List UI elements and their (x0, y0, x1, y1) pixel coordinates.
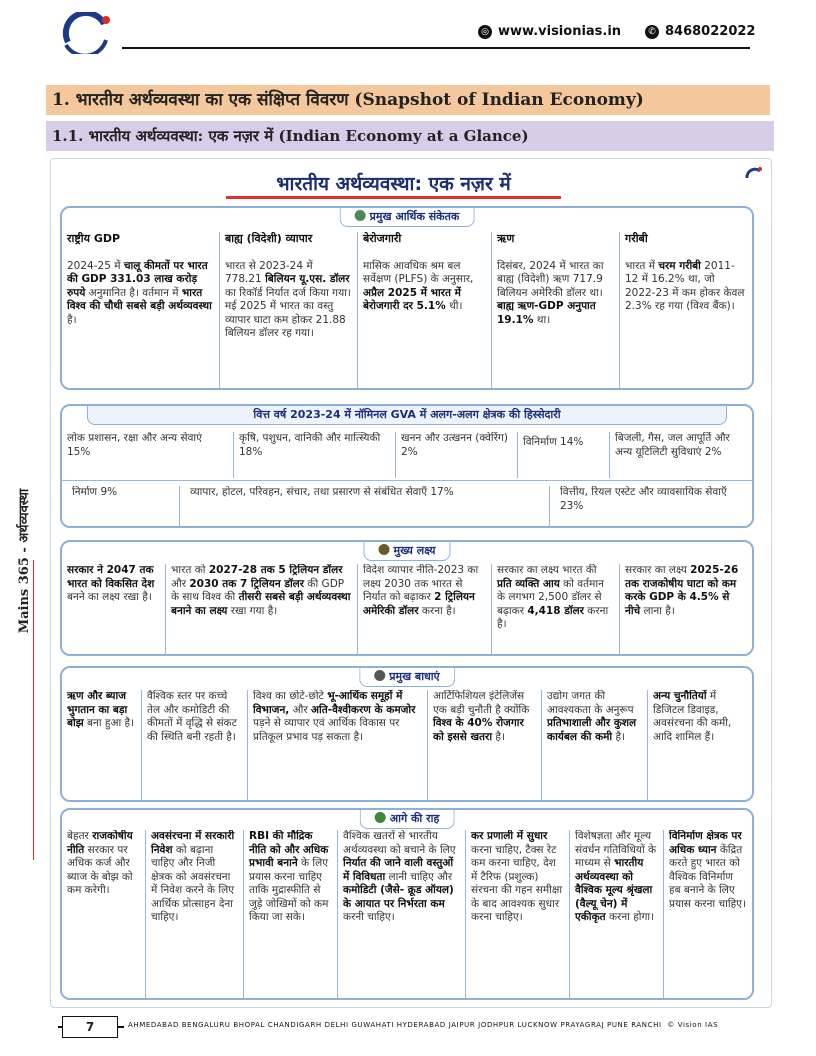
way-tax-reform: कर प्रणाली में सुधार करना चाहिए, टैक्स रेट कम करना चाहिए, देश में टैरिफ (प्रशुल्क) संरचना की गहन समीक्षा के बाद आवश्यक सुधार करना चाहिए। (466, 830, 570, 998)
way-forward-title: आगे की राह (360, 809, 455, 829)
path-icon (375, 812, 386, 823)
indicator-trade: बाह्य (विदेशी) व्यापार भारत से 2023-24 में 778.21 बिलियन यू.एस. डॉलर का रिकॉर्ड निर्यात दर्ज किया गया। मई 2025 में भारत का वस्तु व्यापार घाटा कम होकर 21.88 बिलियन डॉलर रह गया। (220, 232, 358, 388)
obstacles-section (60, 666, 754, 802)
obstacle-fragmentation: विश्व का छोटे-छोटे भू-आर्थिक समूहों में विभाजन, और अति-वैश्वीकरण के कमजोर पड़ने से व्यापार एवं आर्थिक विकास पर प्रतिकूल प्रभाव पड़ सकता है। (248, 690, 428, 800)
way-export-diversification: वैश्विक खतरों से भारतीय अर्थव्यवस्था को बचाने के लिए निर्यात की जाने वाली वस्तुओं में विविधता लानी चाहिए और कमोडिटी (जैसे- क्रूड ऑयल) के आयात पर निर्भरता कम करनी चाहिए। (338, 830, 466, 998)
gva-trade-services: व्यापार, होटल, परिवहन, संचार, तथा प्रसारण से संबंधित सेवाएँ 17% (180, 486, 550, 526)
way-monetary-policy: RBI की मौद्रिक नीति को और अधिक प्रभावी बनाने के लिए प्रयास करना चाहिए ताकि मुद्रास्फीति से जुड़े जोखिमों को कम किया जा सके। (244, 830, 338, 998)
goal-developed-nation: सरकार ने 2047 तक भारत को विकसित देश बनने का लक्ष्य रखा है। (62, 564, 166, 654)
obstacle-debt-burden: ऋण और ब्याज भुगतान का बड़ा बोझ बना हुआ है। (62, 690, 142, 800)
mini-logo-icon (744, 166, 764, 182)
barrier-icon (374, 670, 385, 681)
infographic-title: भारतीय अर्थव्यवस्था: एक नज़र में (276, 173, 511, 195)
gva-row-divider (62, 480, 752, 481)
target-icon (379, 544, 390, 555)
gva-agriculture: कृषि, पशुधन, वानिकी और मात्स्यिकी 18% (234, 432, 396, 478)
way-manufacturing-hub: विनिर्माण क्षेत्रक पर अधिक ध्यान केंद्रित करते हुए भारत को वैश्विक विनिर्माण हब बनाने के लिए प्रयास करना चाहिए। (669, 830, 746, 910)
gva-section (60, 404, 754, 528)
website-text[interactable]: www.visionias.in (498, 24, 622, 39)
obstacle-skilled-workforce: उद्योग जगत की आवश्यकता के अनुरूप प्रतिभाशाली और कुशल कार्यबल की कमी है। (542, 690, 648, 800)
way-value-chain: विशेषज्ञता और मूल्य संवर्धन गतिविधियों के माध्यम से भारतीय अर्थव्यवस्था को वैश्विक मूल्य श्रृंखला (वैल्यू चेन) में एकीकृत करना होगा। (570, 830, 664, 998)
goal-fiscal-deficit: सरकार का लक्ष्य 2025-26 तक राजकोषीय घाटा को कम करके GDP के 4.5% से नीचे लाना है। (625, 564, 739, 617)
indicators-section (60, 206, 754, 390)
section-heading: 1. भारतीय अर्थव्यवस्था का एक संक्षिप्त विवरण (Snapshot of Indian Economy) (46, 85, 770, 115)
indicator-debt: ऋण दिसंबर, 2024 में भारत का बाह्य (विदेशी) ऋण 717.9 बिलियन अमेरिकी डॉलर था। बाह्य ऋण-GDP अनुपात 19.1% था। (492, 232, 620, 388)
globe-icon: ◎ (478, 25, 492, 39)
gva-utilities: बिजली, गैस, जल आपूर्ति और अन्य यूटिलिटी सुविधाएं 2% (615, 432, 730, 458)
phone-text: 8468022022 (665, 24, 756, 39)
vision-ias-logo (58, 12, 116, 54)
phone-contact (645, 24, 755, 39)
gva-public-admin: लोक प्रशासन, रक्षा और अन्य सेवाएं 15% (62, 432, 234, 478)
page-number: 7 (62, 1016, 118, 1038)
gva-construction: निर्माण 9% (62, 486, 180, 526)
obstacle-commodity-prices: वैश्विक स्तर पर कच्चे तेल और कमोडिटी की कीमतों में वृद्धि से संकट की स्थिति बनी रहती है। (142, 690, 248, 800)
title-underline (226, 196, 561, 199)
indicators-title: प्रमुख आर्थिक संकेतक (340, 207, 475, 227)
goal-gdp-trillion: भारत को 2027-28 तक 5 ट्रिलियन डॉलर और 2030 तक 7 ट्रिलियन डॉलर की GDP के साथ विश्व की तीसरी सबसे बड़ी अर्थव्यवस्था बनाने का लक्ष्य रखा गया है। (166, 564, 358, 654)
page-header (0, 0, 816, 62)
side-divider (33, 560, 34, 860)
way-forward-section (60, 808, 754, 1000)
gva-title: वित्त वर्ष 2023-24 में नॉमिनल GVA में अलग-अलग क्षेत्रक की हिस्सेदारी (87, 405, 727, 425)
whatsapp-icon: ✆ (645, 25, 659, 39)
subsection-heading: 1.1. भारतीय अर्थव्यवस्था: एक नज़र में (Indian Economy at a Glance) (46, 121, 774, 151)
header-divider (122, 47, 750, 49)
indicator-unemployment: बेरोजगारी मासिक आवधिक श्रम बल सर्वेक्षण (PLFS) के अनुसार, अप्रैल 2025 में भारत में बेरोजगारी दर 5.1% थी। (358, 232, 492, 388)
obstacle-ai-jobs: आर्टिफिशियल इंटेलिजेंस एक बड़ी चुनौती है क्योंकि विश्व के 40% रोजगार को इससे खतरा है। (428, 690, 542, 800)
way-infrastructure: अवसंरचना में सरकारी निवेश को बढ़ाना चाहिए और निजी क्षेत्रक को अवसंरचना में निवेश करने के लिए आर्थिक प्रोत्साहन देना चाहिए। (146, 830, 244, 998)
website-contact (478, 24, 621, 39)
obstacle-other-challenges: अन्य चुनौतियों में डिजिटल डिवाइड, अवसंरचना की कमी, आदि शामिल हैं। (653, 690, 732, 743)
way-fiscal-policy: बेहतर राजकोषीय नीति सरकार पर अधिक कर्ज और ब्याज के बोझ को कम करेगी। (62, 830, 146, 998)
copyright: © Vision IAS (667, 1021, 719, 1029)
chart-icon (355, 210, 366, 221)
gva-financial-services: वित्तीय, रियल एस्टेट और व्यावसायिक सेवाएँ 23% (560, 486, 727, 512)
indicator-poverty: गरीबी भारत में चरम गरीबी 2011-12 में 16.2% था, जो 2022-23 में कम होकर केवल 2.3% रह गया (विश्व बैंक)। (625, 232, 745, 312)
side-label: Mains 365 - अर्थव्यवस्था (17, 488, 32, 634)
indicator-gdp: राष्ट्रीय GDP 2024-25 में चालू कीमतों पर भारत की GDP 331.03 लाख करोड़ रुपये अनुमानित है। वर्तमान में भारत विश्व की चौथी सबसे बड़ी अर्थव्यवस्था है। (62, 232, 220, 388)
goals-title: मुख्य लक्ष्य (364, 541, 451, 561)
goals-section (60, 540, 754, 656)
gva-manufacturing: विनिर्माण 14% (518, 432, 610, 478)
obstacles-title: प्रमुख बाधाएं (359, 667, 455, 687)
footer-cities: AHMEDABAD BENGALURU BHOPAL CHANDIGARH DELHI GUWAHATI HYDERABAD JAIPUR JODHPUR LUCKNOW PRAYAGRAJ PUNE RANCHI © Vision IAS (124, 1021, 774, 1029)
goal-exports: विदेश व्यापार नीति-2023 का लक्ष्य 2030 तक भारत से निर्यात को बढ़ाकर 2 ट्रिलियन अमेरिकी डॉलर करना है। (358, 564, 492, 654)
gva-mining: खनन और उत्खनन (क्वेरिंग) 2% (396, 432, 518, 478)
goal-per-capita-income: सरकार का लक्ष्य भारत की प्रति व्यक्ति आय को वर्तमान के लगभग 2,500 डॉलर से बढ़ाकर 4,418 डॉलर करना है। (492, 564, 620, 654)
